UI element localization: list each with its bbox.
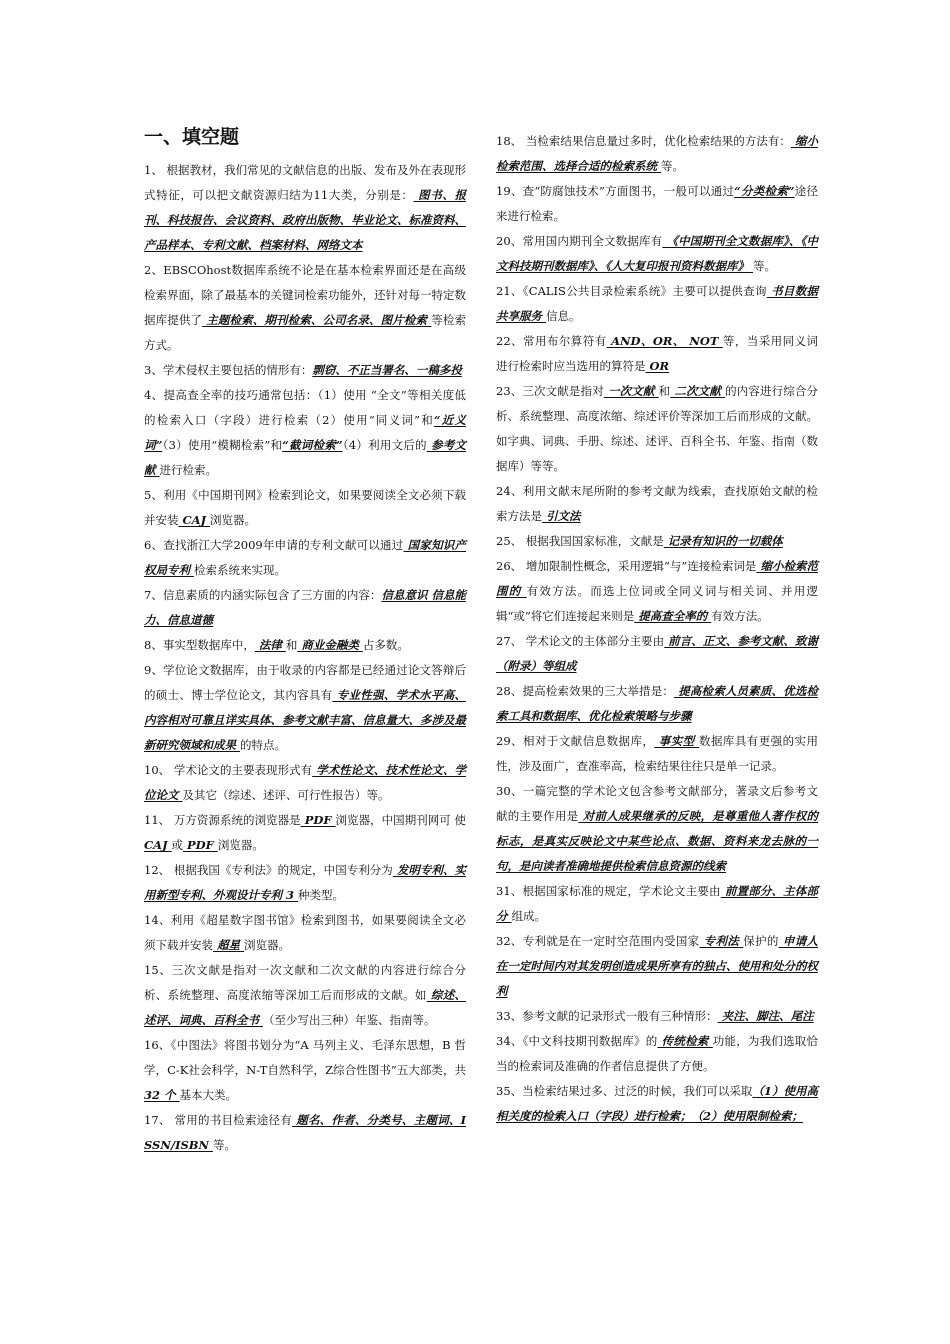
question-text: 19、查“防腐蚀技术”方面图书，一般可以通过 [496, 184, 735, 198]
question-text: 27、 学术论文的主体部分主要由 [496, 634, 665, 648]
question-text: 4、提高查全率的技巧通常包括：（1）使用 “全文”等相关度低的检索入口（字段）进行检索（2）使用“同义词”和 [144, 388, 466, 427]
answer-text: 发明专利、实用新型专利、外观设计专利 3 [144, 863, 466, 902]
question-text: 浏览器。 [210, 513, 257, 527]
answer-text: 前言、正文、参考文献、致谢（附录）等组成 [496, 634, 818, 673]
question-item [144, 958, 466, 1033]
question-item [496, 279, 818, 329]
answer-text: （1）使用高相关度的检索入口（字段）进行检索；（2）使用限制检索； [496, 1084, 818, 1123]
answer-text: 法律 [254, 638, 286, 652]
answer-text: 题名、作者、分类号、主题词、ISSN/ISBN [144, 1113, 466, 1152]
answer-text: 夹注、脚注、尾注 [717, 1009, 814, 1023]
question-item [496, 729, 818, 779]
answer-text: 申请人在一定时间内对其发明创造成果所享有的独占、使用和处分的权利 [496, 934, 818, 998]
question-item [144, 658, 466, 758]
answer-text: 《中国期刊全文数据库》、《中文科技期刊数据库》、《人大复印报刊资料数据库》 [496, 234, 818, 273]
answer-text: 二次文献 [670, 384, 726, 398]
question-text: 浏览器。 [244, 938, 291, 952]
question-text: 检索系统来实现。 [194, 563, 287, 577]
answer-text: 对前人成果继承的反映，是尊重他人著作权的标志，是真实反映论文中某些论点、数据、资料来龙去脉的一句，是向读者准确地提供检索信息资源的线索 [496, 809, 818, 873]
question-text: 浏览器。 [217, 838, 264, 852]
question-text: 有效方法。而选上位词或全同义词与相关词、并用逻辑“或”将它们连接起来则是 [496, 584, 818, 623]
question-text: 31、根据国家标准的规定，学术论文主要由 [496, 884, 721, 898]
question-text: 14、利用《超星数字图书馆》检索到图书，如果要阅读全文必须下载并安装 [144, 913, 466, 952]
question-text: 或 [171, 838, 184, 852]
question-item [144, 583, 466, 633]
question-text: 等检索方式。 [144, 313, 466, 352]
question-text: 26、 增加限制性概念，采用逻辑“与”连接检索词是 [496, 559, 757, 573]
question-item [496, 879, 818, 929]
question-item [144, 533, 466, 583]
answer-text: 主题检索、期刊检索、公司名录、图片检索 [202, 313, 432, 327]
answer-text: 提高查全率的 [634, 609, 712, 623]
question-text: 17、 常用的书目检索途径有 [144, 1113, 292, 1127]
answer-text: 传统检索 [657, 1034, 713, 1048]
left-column [144, 124, 466, 1158]
question-text: 有效方法。 [711, 609, 769, 623]
question-text: 的内容进行综合分析、系统整理、高度浓缩、综述评价等深加工后而形成的文献。如字典、词典、手册、综述、述评、百科全书、年鉴、指南（数据库）等等。 [496, 384, 819, 473]
question-text: 及其它（综述、述评、可行性报告）等。 [182, 788, 390, 802]
question-text: 20、常用国内期刊全文数据库有 [496, 234, 663, 248]
question-item [144, 258, 466, 358]
question-item [496, 1004, 818, 1029]
question-text: 等，当采用同义词进行检索时应当选用的算符是 [496, 334, 818, 373]
question-item [144, 908, 466, 958]
question-text: 2、EBSCOhost数据库系统不论是在基本检索界面还是在高级检索界面，除了最基本的关键词检索功能外，还针对每一特定数据库提供了 [144, 263, 466, 327]
answer-text: “截词检索” [282, 438, 343, 452]
question-text: 11、 万方资源系统的浏览器是 [144, 813, 301, 827]
left-question-list [144, 158, 466, 1158]
answer-text: AND、OR、 NOT [606, 334, 723, 348]
question-text: 等。 [213, 1138, 236, 1152]
answer-text: 商业金融类 [297, 638, 363, 652]
question-item [496, 229, 818, 279]
answer-text: 缩小检索范围、选择合适的检索系统 [496, 134, 818, 173]
question-text: 10、 学术论文的主要表现形式有 [144, 763, 313, 777]
question-item [496, 129, 818, 179]
answer-text: “近义词” [144, 413, 466, 452]
question-text: 基本大类。 [179, 1088, 238, 1102]
right-column [496, 129, 818, 1129]
question-text: 和 [658, 384, 671, 398]
question-item [144, 633, 466, 658]
question-text: 28、提高检索效果的三大举措是： [496, 684, 675, 698]
answer-text: 综述、述评、词典、百科全书 [144, 988, 466, 1027]
answer-text: 专业性强、学术水平高、内容相对可靠且详实具体、参考文献丰富、信息量大、多涉及最新研究领域和成果 [144, 688, 466, 752]
answer-text: “分类检索” [734, 184, 795, 198]
question-item [144, 1108, 466, 1158]
answer-text: CAJ [178, 513, 211, 527]
question-text: 35、当检索结果过多、过泛的时候，我们可以采取 [496, 1084, 753, 1098]
question-item [144, 358, 466, 383]
question-text: 25、 根据我国国家标准，文献是 [496, 534, 664, 548]
question-text: 15、三次文献是指对一次文献和二次文献的内容进行综合分析、系统整理、高度浓缩等深加工后而形成的文献。如 [144, 963, 466, 1002]
answer-text: 记录有知识的一切载体 [663, 534, 783, 548]
answer-text: OR [645, 359, 670, 373]
question-item [144, 758, 466, 808]
question-item [496, 1029, 818, 1079]
question-item [144, 858, 466, 908]
answer-text: 前置部分、主体部分 [496, 884, 818, 923]
answer-text: 专利法 [699, 934, 744, 948]
answer-text: CAJ [144, 838, 172, 852]
question-text: 33、参考文献的记录形式一般有三种情形： [496, 1009, 718, 1023]
answer-text: 信息意识 信息能力、信息道德 [144, 588, 466, 627]
question-item [496, 629, 818, 679]
answer-text: 超星 [213, 938, 245, 952]
question-text: 8、事实型数据库中， [144, 638, 255, 652]
answer-text: 国家知识产权局专利 [144, 538, 466, 577]
answer-text: 引文法 [542, 509, 581, 523]
question-text: 21、《CALIS公共目录检索系统》主要可以提供查询 [496, 284, 767, 298]
question-item [144, 158, 466, 258]
question-text: 和 [285, 638, 298, 652]
section-heading: 一、填空题 [144, 126, 240, 148]
question-text: 1、 根据教材，我们常见的文献信息的出版、发布及外在表现形式特征，可以把文献资源归结为11大类，分别是： [144, 163, 466, 202]
question-text: 浏览器，中国期刊网可 使 [335, 813, 467, 827]
question-item [496, 479, 818, 529]
question-text: （3）使用“模糊检索”和 [162, 438, 283, 452]
answer-text: PDF [300, 813, 336, 827]
question-text: 22、常用布尔算符有 [496, 334, 607, 348]
question-text: 5、利用《中国期刊网》检索到论文，如果要阅读全文必须下载并安装 [144, 488, 466, 527]
question-item [144, 808, 466, 858]
question-text: 种类型。 [298, 888, 345, 902]
answer-text: PDF [183, 838, 218, 852]
question-item [496, 779, 818, 879]
question-text: 32、专利就是在一定时空范围内受国家 [496, 934, 700, 948]
question-text: 16、《中图法》将图书划分为“A 马列主义、毛泽东思想，B 哲学，C-K社会科学，N-T自然科学，Z综合性图书”五大部类，共 [144, 1038, 466, 1077]
right-question-list [496, 129, 818, 1129]
question-text: 23、三次文献是指对 [496, 384, 604, 398]
question-text: 保护的 [743, 934, 779, 948]
question-item [496, 929, 818, 1004]
question-text: 9、学位论文数据库，由于收录的内容都是已经通过论文答辩后的硕士、博士学位论文，其内容具有 [144, 663, 466, 702]
answer-text: 缩小检索范围的 [496, 559, 819, 598]
answer-text: 提高检索人员素质、优选检索工具和数据库、优化检索策略与步骤 [496, 684, 818, 723]
question-item [144, 383, 466, 483]
answer-text: 事实型 [654, 734, 700, 748]
question-text: 12、 根据我国《专利法》的规定，中国专利分为 [144, 863, 393, 877]
question-item [496, 179, 818, 229]
question-text: 等。 [753, 259, 777, 273]
question-text: 功能，为我们选取恰当的检索词及准确的作者信息提供了方便。 [496, 1034, 819, 1073]
question-item [496, 529, 818, 554]
answer-text: 32 个 [144, 1088, 180, 1102]
answer-text: 书目数据共享服务 [496, 284, 818, 323]
answer-text: 一次文献 [603, 384, 659, 398]
question-text: 组成。 [511, 909, 547, 923]
question-text: 等。 [661, 159, 685, 173]
question-text: （4）利用文后的 [342, 438, 427, 452]
question-text: 6、查找浙江大学2009年申请的专利文献可以通过 [144, 538, 404, 552]
answer-text: 剽窃、不正当署名、一稿多投 [312, 363, 462, 377]
question-text: 30、一篇完整的学术论文包含参考文献部分，著录文后参考文献的主要作用是 [496, 784, 818, 823]
question-text: 信息。 [546, 309, 581, 323]
question-item [144, 1033, 466, 1108]
answer-text: 参考文献 [144, 438, 466, 477]
question-text: 占多数。 [362, 638, 409, 652]
question-text: 24、利用文献末尾所附的参考文献为线索，查找原始文献的检索方法是 [496, 484, 818, 523]
question-text: 进行检索。 [159, 463, 218, 477]
answer-text: 学术性论文、技术性论文、学位论文 [144, 763, 466, 802]
question-item [496, 679, 818, 729]
answer-text: 图书、报刊、科技报告、会议资料、政府出版物、毕业论文、标准资料、产品样本、专利文献、档案材料、网络文本 [144, 188, 466, 252]
question-item [496, 329, 818, 379]
question-text: 18、 当检索结果信息量过多时，优化检索结果的方法有： [496, 134, 791, 148]
question-text: 34、《中文科技期刊数据库》的 [496, 1034, 658, 1048]
question-item [496, 554, 818, 629]
question-item [496, 1079, 818, 1129]
question-text: 7、信息素质的内涵实际包含了三方面的内容： [144, 588, 382, 602]
question-text: 途径来进行检索。 [496, 184, 819, 223]
question-item [496, 379, 818, 479]
question-text: 的特点。 [240, 738, 287, 752]
question-text: 29、相对于文献信息数据库， [496, 734, 655, 748]
question-text: 数据库具有更强的实用性，涉及面广，查准率高，检索结果往往只是单一记录。 [496, 734, 818, 773]
question-text: 3、学术侵权主要包括的情形有： [144, 363, 313, 377]
question-text: （至少写出三种）年鉴、指南等。 [263, 1013, 436, 1027]
question-item [144, 483, 466, 533]
